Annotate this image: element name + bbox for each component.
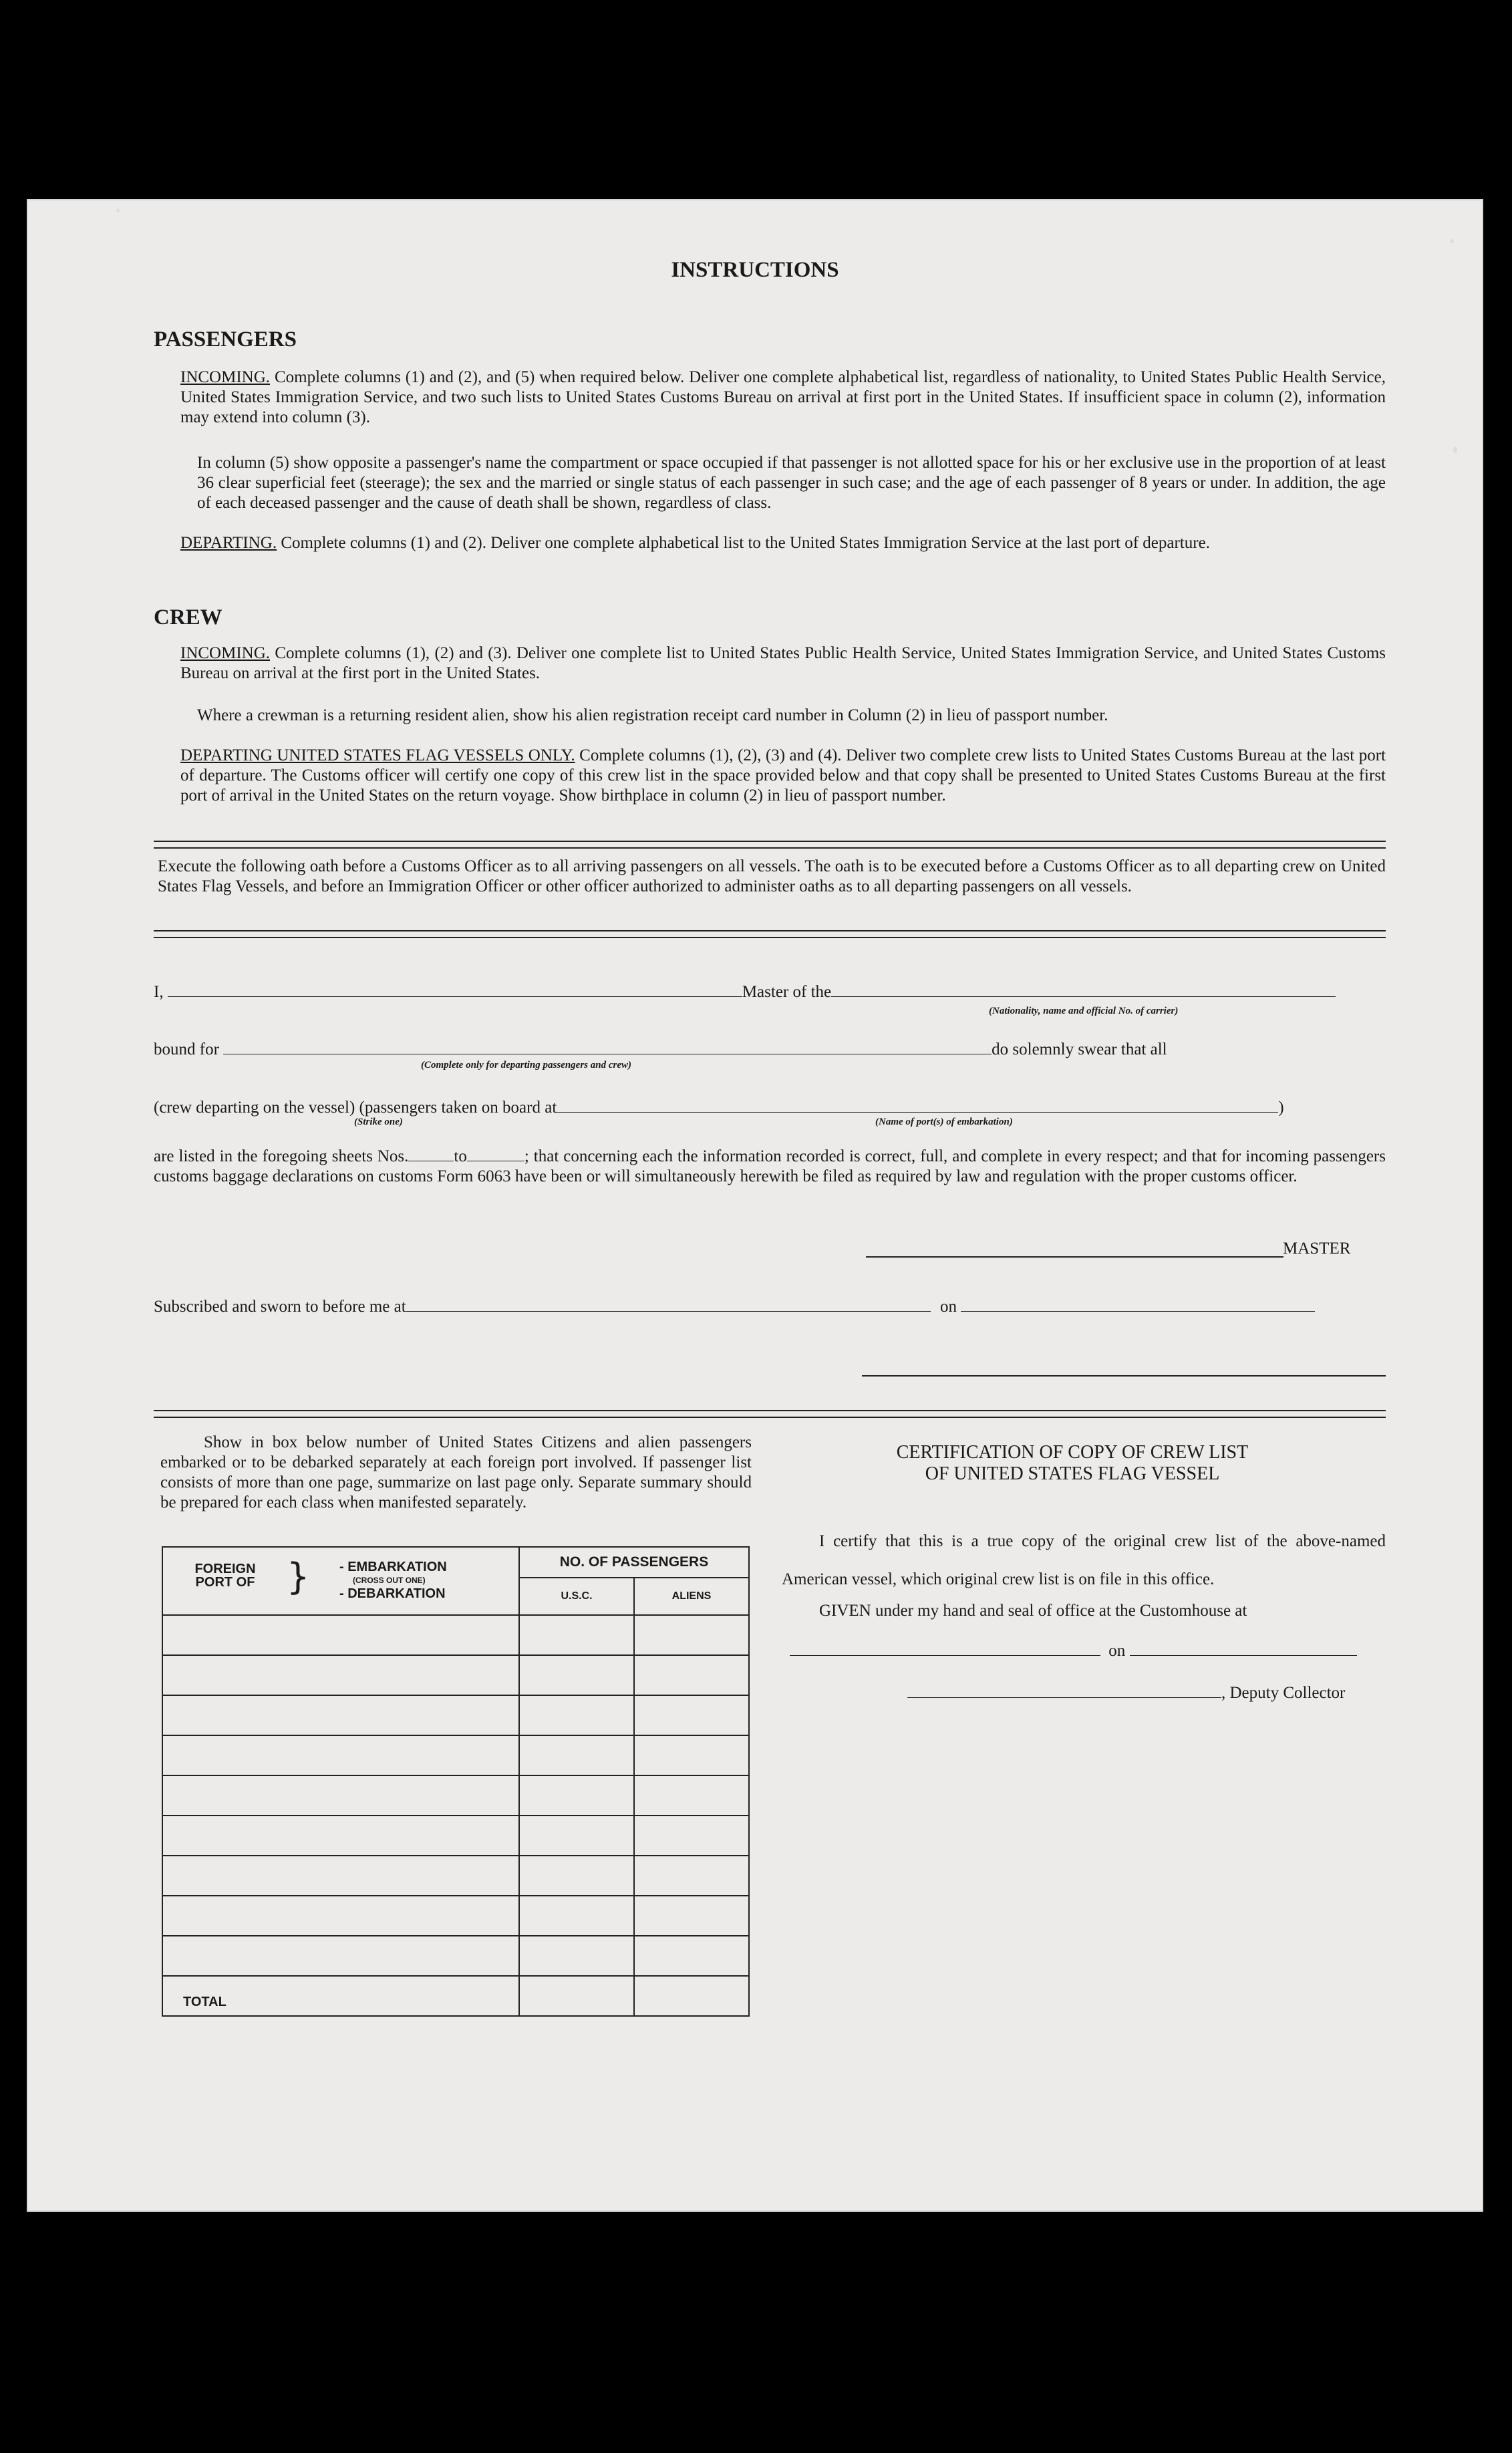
sworn-date-field[interactable] xyxy=(961,1311,1315,1312)
close-paren: ) xyxy=(1278,1099,1284,1117)
crew-departing-label: DEPARTING UNITED STATES FLAG VESSELS ONLY. xyxy=(180,746,575,764)
passengers-column5-paragraph: In column (5) show opposite a passenger's name the compartment or space occupied if that passenger is not allotted space for his or her exclusive use in the proportion of at least 36 clear superficial feet (steerage); the sex and the married or single status of each passenger in such case; and the age of each passenger of 8 years or under. In addition, the age of each deceased passenger and the cause of death shall be shown, regardless of class. xyxy=(197,454,1386,512)
summary-instructions: Show in box below number of United States Citizens and alien passengers embarked or to be debarked separately at each foreign port involved. If passenger list consists of more than one page, summarize on last page only. Separate summary should be prepared for each class when manifested separately. xyxy=(160,1433,752,1511)
certification-title xyxy=(782,1442,1363,1485)
scan-speck xyxy=(1453,446,1457,453)
certification-date-line xyxy=(790,1641,1357,1661)
crew-departing-text: Complete columns (1), (2), (3) and (4). Deliver two complete crew lists to United States Customs Bureau at the last port of departure. The Customs officer will certify one copy of this crew list in the space provided below and that copy shall be presented to United States Customs Bureau at the first port of arrival in the United States on the return voyage. Show birthplace in column (2) in lieu of passport number. xyxy=(180,746,1386,805)
usc-total-cell[interactable] xyxy=(519,1976,634,2016)
port-cell[interactable] xyxy=(162,1936,519,1976)
aliens-cell[interactable] xyxy=(634,1655,749,1695)
listed-prefix: are listed in the foregoing sheets Nos. xyxy=(154,1147,409,1165)
total-row xyxy=(162,1976,749,2016)
usc-cell[interactable] xyxy=(519,1775,634,1816)
crew-resident-paragraph: Where a crewman is a returning resident alien, show his alien registration receipt card number in Column (2) in lieu of passport number. xyxy=(197,706,1108,724)
aliens-total-cell[interactable] xyxy=(634,1976,749,2016)
table-row xyxy=(162,1816,749,1856)
aliens-cell[interactable] xyxy=(634,1936,749,1976)
sworn-on-label: on xyxy=(939,1298,957,1316)
section-divider xyxy=(154,841,1386,849)
passengers-taken-option[interactable]: (passengers taken on board at xyxy=(359,1099,557,1117)
aliens-cell[interactable] xyxy=(634,1896,749,1936)
usc-header: U.S.C. xyxy=(519,1578,634,1615)
master-label: MASTER xyxy=(1283,1240,1351,1258)
certification-title-line1: CERTIFICATION OF COPY OF CREW LIST xyxy=(896,1442,1249,1463)
passengers-incoming-label: INCOMING. xyxy=(180,368,271,386)
certification-on-label: on xyxy=(1108,1642,1126,1660)
customhouse-field[interactable] xyxy=(790,1655,1100,1656)
usc-cell[interactable] xyxy=(519,1936,634,1976)
foreign-port-of-label: FOREIGN PORT OF xyxy=(194,1562,256,1590)
table-row xyxy=(162,1896,749,1936)
listed-text: ; that concerning each the information recorded is correct, full, and complete in every respect; and that for incoming passengers customs baggage declarations on customs Form 6063 have been or will simultaneously herewith be filed as required by law and regulation with the proper customs officer. xyxy=(154,1147,1386,1185)
total-label: TOTAL xyxy=(162,1976,519,2016)
port-cell[interactable] xyxy=(162,1655,519,1695)
port-cell[interactable] xyxy=(162,1615,519,1655)
officer-signature-line[interactable] xyxy=(862,1375,1386,1377)
usc-cell[interactable] xyxy=(519,1816,634,1856)
oath-listed-paragraph xyxy=(154,1147,1386,1187)
certification-date-field[interactable] xyxy=(1130,1655,1357,1656)
passenger-summary-table xyxy=(162,1546,750,2017)
section-divider xyxy=(154,930,1386,938)
master-name-field[interactable] xyxy=(168,996,742,997)
port-cell[interactable] xyxy=(162,1896,519,1936)
deputy-line xyxy=(907,1683,1345,1703)
port-cell[interactable] xyxy=(162,1775,519,1816)
port-cell[interactable] xyxy=(162,1856,519,1896)
table-row xyxy=(162,1655,749,1695)
usc-cell[interactable] xyxy=(519,1856,634,1896)
swear-label: do solemnly swear that all xyxy=(992,1040,1167,1058)
port-cell[interactable] xyxy=(162,1735,519,1775)
port-cell[interactable] xyxy=(162,1695,519,1735)
passengers-departing-label: DEPARTING. xyxy=(180,534,277,552)
embarkation-port-field[interactable] xyxy=(557,1112,1278,1113)
passengers-incoming-paragraph xyxy=(180,368,1386,428)
table-row xyxy=(162,1856,749,1896)
usc-cell[interactable] xyxy=(519,1695,634,1735)
usc-cell[interactable] xyxy=(519,1735,634,1775)
scan-speck xyxy=(1450,239,1454,243)
page-title: INSTRUCTIONS xyxy=(671,258,839,282)
document-page xyxy=(27,199,1483,2212)
strike-caption: (Strike one) xyxy=(354,1117,403,1127)
passengers-incoming-text: Complete columns (1) and (2), and (5) when required below. Deliver one complete alphabetical list, regardless of nationality, to United States Public Health Service, United States Immigration Service, and two such lists to United States Customs Bureau on arrival at first port in the United States. If insufficient space in column (2), information may extend into column (3). xyxy=(180,368,1386,426)
aliens-header: ALIENS xyxy=(634,1578,749,1615)
usc-cell[interactable] xyxy=(519,1655,634,1695)
crew-departing-paragraph xyxy=(180,746,1386,806)
certification-title-line2: OF UNITED STATES FLAG VESSEL xyxy=(925,1463,1220,1484)
oath-embarkation-line xyxy=(154,1098,1386,1118)
aliens-cell[interactable] xyxy=(634,1816,749,1856)
table-row xyxy=(162,1695,749,1735)
passengers-departing-paragraph xyxy=(180,533,1386,553)
cross-out-label: (CROSS OUT ONE) xyxy=(353,1576,426,1585)
crew-heading: CREW xyxy=(154,605,222,629)
crew-departing-option[interactable]: (crew departing on the vessel) xyxy=(154,1099,355,1117)
sworn-place-field[interactable] xyxy=(406,1311,931,1312)
deputy-signature-field[interactable] xyxy=(907,1697,1221,1698)
usc-cell[interactable] xyxy=(519,1896,634,1936)
crew-incoming-label: INCOMING. xyxy=(180,644,271,662)
bound-for-label: bound for xyxy=(154,1040,219,1058)
master-signature-line[interactable] xyxy=(866,1256,1283,1258)
complete-caption: (Complete only for departing passengers and crew) xyxy=(421,1060,631,1070)
table-row xyxy=(162,1775,749,1816)
ports-caption: (Name of port(s) of embarkation) xyxy=(875,1117,1013,1127)
subscribed-line xyxy=(154,1297,1315,1317)
to-label: to xyxy=(454,1147,467,1165)
aliens-cell[interactable] xyxy=(634,1856,749,1896)
oath-i-label: I, xyxy=(154,983,164,1001)
oath-master-line xyxy=(154,982,1386,1002)
oath-intro: Execute the following oath before a Customs Officer as to all arriving passengers on all vessels. The oath is to be executed before a Customs Officer as to all departing crew on United States Flag Vessels, and before an Immigration Officer or other officer authorized to administer oaths as to all departing passengers on all vessels. xyxy=(158,857,1386,895)
nationality-caption: (Nationality, name and official No. of carrier) xyxy=(989,1006,1179,1016)
certification-text: I certify that this is a true copy of the original crew list of the above-named American vessel, which original crew list is on file in this office. xyxy=(782,1532,1386,1588)
master-of-label: Master of the xyxy=(742,983,832,1001)
given-text: GIVEN under my hand and seal of office at the Customhouse at xyxy=(819,1602,1247,1620)
no-of-passengers-header: NO. OF PASSENGERS xyxy=(519,1547,749,1578)
scan-speck xyxy=(116,208,120,212)
port-cell[interactable] xyxy=(162,1816,519,1856)
usc-cell[interactable] xyxy=(519,1615,634,1655)
table-row xyxy=(162,1936,749,1976)
passengers-heading: PASSENGERS xyxy=(154,327,297,351)
passengers-departing-text: Complete columns (1) and (2). Deliver one complete alphabetical list to the United States Immigration Service at the last port of departure. xyxy=(281,534,1210,552)
crew-incoming-paragraph xyxy=(180,643,1386,684)
section-divider xyxy=(154,1410,1386,1418)
subscribed-label: Subscribed and sworn to before me at xyxy=(154,1298,406,1316)
port-header-cell xyxy=(162,1547,519,1615)
crew-incoming-text: Complete columns (1), (2) and (3). Deliver one complete list to United States Public Health Service, United States Immigration Service, and United States Customs Bureau on arrival at the first port in the United States. xyxy=(180,644,1386,682)
table-row xyxy=(162,1615,749,1655)
embarkation-label[interactable]: - EMBARKATION xyxy=(339,1560,447,1574)
aliens-cell[interactable] xyxy=(634,1615,749,1655)
brace-icon: } xyxy=(287,1556,310,1598)
aliens-cell[interactable] xyxy=(634,1735,749,1775)
table-row xyxy=(162,1735,749,1775)
aliens-cell[interactable] xyxy=(634,1695,749,1735)
deputy-collector-label: , Deputy Collector xyxy=(1221,1684,1346,1702)
aliens-cell[interactable] xyxy=(634,1775,749,1816)
oath-bound-line xyxy=(154,1040,1386,1060)
carrier-field[interactable] xyxy=(831,996,1336,997)
debarkation-label[interactable]: - DEBARKATION xyxy=(339,1586,446,1601)
